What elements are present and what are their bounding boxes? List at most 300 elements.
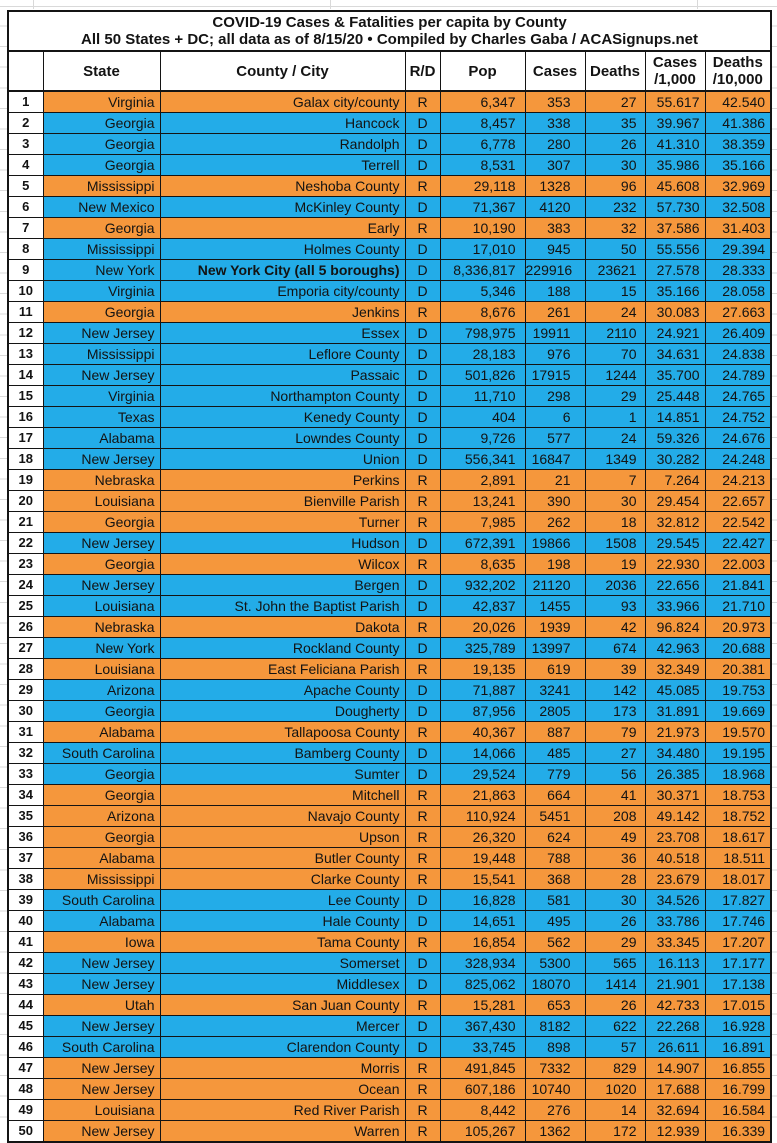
cell-state: Georgia <box>43 512 160 533</box>
table-row <box>8 596 771 617</box>
cell-county: New York City (all 5 boroughs) <box>160 260 405 281</box>
table-row <box>8 764 771 785</box>
cell-state: Iowa <box>43 932 160 953</box>
table-row <box>8 1016 771 1037</box>
cell-pop: 798,975 <box>440 323 525 344</box>
cell-county: Terrell <box>160 155 405 176</box>
cell-county: Butler County <box>160 848 405 869</box>
cell-rank: 16 <box>8 407 43 428</box>
cell-deaths-per-10000: 41.386 <box>705 113 771 134</box>
cell-cases-per-1000: 33.345 <box>645 932 705 953</box>
table-row <box>8 428 771 449</box>
cell-party: D <box>405 344 440 365</box>
cell-party: R <box>405 806 440 827</box>
cell-county: Essex <box>160 323 405 344</box>
table-row <box>8 281 771 302</box>
cell-party: R <box>405 617 440 638</box>
cell-state: New Jersey <box>43 323 160 344</box>
cell-party: D <box>405 239 440 260</box>
cell-rank: 14 <box>8 365 43 386</box>
table-row <box>8 932 771 953</box>
table-row <box>8 155 771 176</box>
cell-deaths: 28 <box>585 869 645 890</box>
table-row <box>8 848 771 869</box>
cell-state: Georgia <box>43 701 160 722</box>
cell-state: Georgia <box>43 113 160 134</box>
cell-pop: 26,320 <box>440 827 525 848</box>
cell-deaths-per-10000: 29.394 <box>705 239 771 260</box>
cell-party: D <box>405 890 440 911</box>
cell-county: Sumter <box>160 764 405 785</box>
table-row <box>8 953 771 974</box>
cell-rank: 11 <box>8 302 43 323</box>
cell-county: St. John the Baptist Parish <box>160 596 405 617</box>
cell-party: D <box>405 386 440 407</box>
cell-deaths-per-10000: 16.799 <box>705 1079 771 1100</box>
cell-cases-per-1000: 21.973 <box>645 722 705 743</box>
cell-cases-per-1000: 33.966 <box>645 596 705 617</box>
cell-cases-per-1000: 29.454 <box>645 491 705 512</box>
cell-deaths-per-10000: 32.508 <box>705 197 771 218</box>
cell-rank: 39 <box>8 890 43 911</box>
table-row <box>8 680 771 701</box>
col-county: County / City <box>160 51 405 91</box>
cell-deaths: 36 <box>585 848 645 869</box>
cell-deaths: 35 <box>585 113 645 134</box>
cell-deaths: 1020 <box>585 1079 645 1100</box>
cell-pop: 33,745 <box>440 1037 525 1058</box>
cell-rank: 1 <box>8 91 43 113</box>
cell-cases: 390 <box>525 491 585 512</box>
spreadsheet-gridline-left-margin <box>0 6 7 1124</box>
cell-party: R <box>405 1079 440 1100</box>
cell-deaths: 7 <box>585 470 645 491</box>
cell-pop: 110,924 <box>440 806 525 827</box>
cell-state: New Jersey <box>43 365 160 386</box>
cell-party: D <box>405 407 440 428</box>
cell-state: Texas <box>43 407 160 428</box>
spreadsheet-gridline-stub <box>33 0 34 9</box>
cell-cases: 13997 <box>525 638 585 659</box>
cell-cases-per-1000: 30.282 <box>645 449 705 470</box>
cell-rank: 8 <box>8 239 43 260</box>
table-row <box>8 176 771 197</box>
cell-rank: 42 <box>8 953 43 974</box>
cell-state: Alabama <box>43 428 160 449</box>
cell-pop: 14,651 <box>440 911 525 932</box>
cell-cases: 19866 <box>525 533 585 554</box>
cell-deaths: 39 <box>585 659 645 680</box>
cell-cases: 4120 <box>525 197 585 218</box>
cell-cases-per-1000: 22.268 <box>645 1016 705 1037</box>
cell-rank: 31 <box>8 722 43 743</box>
cell-party: D <box>405 1037 440 1058</box>
cell-pop: 404 <box>440 407 525 428</box>
cell-cases-per-1000: 41.310 <box>645 134 705 155</box>
cell-state: Arizona <box>43 806 160 827</box>
cell-cases: 198 <box>525 554 585 575</box>
table-row <box>8 1100 771 1121</box>
cell-cases: 383 <box>525 218 585 239</box>
cell-party: D <box>405 533 440 554</box>
cell-state: Georgia <box>43 302 160 323</box>
cell-rank: 47 <box>8 1058 43 1079</box>
cell-cases: 262 <box>525 512 585 533</box>
cell-deaths: 49 <box>585 827 645 848</box>
cell-deaths-per-10000: 22.542 <box>705 512 771 533</box>
cell-cases-per-1000: 37.586 <box>645 218 705 239</box>
cell-cases-per-1000: 42.963 <box>645 638 705 659</box>
cell-cases-per-1000: 33.786 <box>645 911 705 932</box>
cell-state: New Jersey <box>43 1079 160 1100</box>
cell-deaths: 2110 <box>585 323 645 344</box>
table-row <box>8 806 771 827</box>
cell-party: R <box>405 470 440 491</box>
cell-cases-per-1000: 30.083 <box>645 302 705 323</box>
cell-pop: 71,887 <box>440 680 525 701</box>
spreadsheet-gridline-stub <box>697 0 698 9</box>
cell-rank: 33 <box>8 764 43 785</box>
cell-pop: 42,837 <box>440 596 525 617</box>
cell-deaths-per-10000: 35.166 <box>705 155 771 176</box>
table-row <box>8 743 771 764</box>
cell-rank: 2 <box>8 113 43 134</box>
cell-cases: 280 <box>525 134 585 155</box>
cell-cases: 485 <box>525 743 585 764</box>
cell-party: D <box>405 281 440 302</box>
cell-rank: 7 <box>8 218 43 239</box>
cell-county: Clarke County <box>160 869 405 890</box>
cell-deaths-per-10000: 24.838 <box>705 344 771 365</box>
cell-party: D <box>405 323 440 344</box>
cell-rank: 44 <box>8 995 43 1016</box>
cell-state: New Jersey <box>43 449 160 470</box>
cell-deaths: 29 <box>585 932 645 953</box>
cell-deaths-per-10000: 16.339 <box>705 1121 771 1143</box>
cell-party: R <box>405 722 440 743</box>
spreadsheet-gridline-top <box>0 6 777 7</box>
cell-party: R <box>405 1121 440 1143</box>
cell-deaths: 674 <box>585 638 645 659</box>
cell-party: R <box>405 554 440 575</box>
cell-state: New Jersey <box>43 1016 160 1037</box>
cell-rank: 38 <box>8 869 43 890</box>
cell-deaths: 24 <box>585 302 645 323</box>
cell-rank: 26 <box>8 617 43 638</box>
cell-cases: 7332 <box>525 1058 585 1079</box>
cell-cases-per-1000: 7.264 <box>645 470 705 491</box>
county-table <box>7 10 772 1143</box>
cell-deaths: 50 <box>585 239 645 260</box>
cell-cases-per-1000: 30.371 <box>645 785 705 806</box>
cell-state: Georgia <box>43 554 160 575</box>
cell-cases: 653 <box>525 995 585 1016</box>
cell-party: R <box>405 869 440 890</box>
cell-deaths: 30 <box>585 155 645 176</box>
cell-county: Warren <box>160 1121 405 1143</box>
cell-county: Early <box>160 218 405 239</box>
cell-county: Tama County <box>160 932 405 953</box>
table-row <box>8 827 771 848</box>
cell-pop: 8,676 <box>440 302 525 323</box>
cell-pop: 15,541 <box>440 869 525 890</box>
cell-state: Louisiana <box>43 596 160 617</box>
cell-party: R <box>405 512 440 533</box>
table-row <box>8 470 771 491</box>
cell-cases-per-1000: 24.921 <box>645 323 705 344</box>
table-row <box>8 1058 771 1079</box>
col-deaths-per-10000 <box>705 51 771 91</box>
cell-cases-per-1000: 14.851 <box>645 407 705 428</box>
cell-deaths-per-10000: 22.003 <box>705 554 771 575</box>
cell-pop: 16,854 <box>440 932 525 953</box>
cell-deaths-per-10000: 24.789 <box>705 365 771 386</box>
cell-cases: 261 <box>525 302 585 323</box>
cell-cases: 21120 <box>525 575 585 596</box>
cell-cases-per-1000: 59.326 <box>645 428 705 449</box>
cell-party: R <box>405 302 440 323</box>
cell-county: Red River Parish <box>160 1100 405 1121</box>
cell-deaths: 15 <box>585 281 645 302</box>
table-row <box>8 638 771 659</box>
cell-cases: 229916 <box>525 260 585 281</box>
table-row <box>8 323 771 344</box>
cell-deaths-per-10000: 24.752 <box>705 407 771 428</box>
cell-rank: 24 <box>8 575 43 596</box>
cell-deaths-per-10000: 16.891 <box>705 1037 771 1058</box>
cell-party: D <box>405 974 440 995</box>
cell-deaths-per-10000: 18.753 <box>705 785 771 806</box>
cell-pop: 71,367 <box>440 197 525 218</box>
cell-state: New York <box>43 260 160 281</box>
cell-deaths: 27 <box>585 743 645 764</box>
cell-deaths: 56 <box>585 764 645 785</box>
cell-cases-per-1000: 21.901 <box>645 974 705 995</box>
cell-pop: 8,457 <box>440 113 525 134</box>
cell-state: Mississippi <box>43 176 160 197</box>
col-cases-per-1000 <box>645 51 705 91</box>
cell-state: Alabama <box>43 722 160 743</box>
cell-deaths: 829 <box>585 1058 645 1079</box>
cell-cases: 788 <box>525 848 585 869</box>
cell-deaths-per-10000: 18.017 <box>705 869 771 890</box>
cell-county: East Feliciana Parish <box>160 659 405 680</box>
cell-county: Turner <box>160 512 405 533</box>
cell-deaths-per-10000: 42.540 <box>705 91 771 113</box>
cell-rank: 21 <box>8 512 43 533</box>
cell-rank: 32 <box>8 743 43 764</box>
table-row <box>8 533 771 554</box>
cell-pop: 8,336,817 <box>440 260 525 281</box>
cell-cases: 945 <box>525 239 585 260</box>
cell-deaths: 172 <box>585 1121 645 1143</box>
cell-state: Nebraska <box>43 617 160 638</box>
cell-county: Galax city/county <box>160 91 405 113</box>
cell-cases: 338 <box>525 113 585 134</box>
cell-pop: 825,062 <box>440 974 525 995</box>
cell-party: D <box>405 260 440 281</box>
cell-cases-per-1000: 16.113 <box>645 953 705 974</box>
cell-rank: 13 <box>8 344 43 365</box>
cell-rank: 45 <box>8 1016 43 1037</box>
cell-state: New York <box>43 638 160 659</box>
cell-cases: 581 <box>525 890 585 911</box>
cell-deaths-per-10000: 17.138 <box>705 974 771 995</box>
cell-rank: 12 <box>8 323 43 344</box>
cell-county: Somerset <box>160 953 405 974</box>
table-row <box>8 260 771 281</box>
cell-cases-per-1000: 49.142 <box>645 806 705 827</box>
cell-deaths: 57 <box>585 1037 645 1058</box>
cell-state: Arizona <box>43 680 160 701</box>
cell-pop: 28,183 <box>440 344 525 365</box>
cell-cases: 898 <box>525 1037 585 1058</box>
table-row <box>8 239 771 260</box>
cell-rank: 36 <box>8 827 43 848</box>
cell-cases-per-1000: 32.349 <box>645 659 705 680</box>
cell-cases-per-1000: 34.631 <box>645 344 705 365</box>
cell-party: R <box>405 932 440 953</box>
cell-pop: 29,524 <box>440 764 525 785</box>
cell-deaths-per-10000: 27.663 <box>705 302 771 323</box>
cell-cases-per-1000: 45.085 <box>645 680 705 701</box>
cell-deaths-per-10000: 28.333 <box>705 260 771 281</box>
table-row <box>8 1037 771 1058</box>
cell-party: D <box>405 743 440 764</box>
cell-party: D <box>405 449 440 470</box>
cell-state: South Carolina <box>43 743 160 764</box>
cell-cases-per-1000: 35.700 <box>645 365 705 386</box>
cell-cases: 5451 <box>525 806 585 827</box>
cell-deaths-per-10000: 18.968 <box>705 764 771 785</box>
table-row <box>8 1079 771 1100</box>
cell-pop: 19,135 <box>440 659 525 680</box>
cell-rank: 48 <box>8 1079 43 1100</box>
cell-deaths-per-10000: 18.511 <box>705 848 771 869</box>
cell-pop: 6,778 <box>440 134 525 155</box>
cell-party: D <box>405 134 440 155</box>
cell-pop: 672,391 <box>440 533 525 554</box>
cell-rank: 40 <box>8 911 43 932</box>
cell-party: R <box>405 218 440 239</box>
cell-pop: 20,026 <box>440 617 525 638</box>
cell-rank: 9 <box>8 260 43 281</box>
cell-pop: 14,066 <box>440 743 525 764</box>
cell-cases-per-1000: 57.730 <box>645 197 705 218</box>
cell-pop: 7,985 <box>440 512 525 533</box>
table-row <box>8 785 771 806</box>
cell-cases: 2805 <box>525 701 585 722</box>
cell-cases-per-1000: 40.518 <box>645 848 705 869</box>
cell-rank: 22 <box>8 533 43 554</box>
table-row <box>8 995 771 1016</box>
cell-pop: 932,202 <box>440 575 525 596</box>
col-party: R/D <box>405 51 440 91</box>
cell-state: Louisiana <box>43 1100 160 1121</box>
cell-pop: 21,863 <box>440 785 525 806</box>
cell-cases-per-1000: 42.733 <box>645 995 705 1016</box>
cell-cases-per-1000: 29.545 <box>645 533 705 554</box>
cell-county: Morris <box>160 1058 405 1079</box>
cell-cases-per-1000: 32.694 <box>645 1100 705 1121</box>
cell-state: South Carolina <box>43 890 160 911</box>
cell-deaths-per-10000: 24.213 <box>705 470 771 491</box>
cell-state: Louisiana <box>43 659 160 680</box>
cell-cases-per-1000: 22.930 <box>645 554 705 575</box>
cell-county: Leflore County <box>160 344 405 365</box>
cell-county: Mercer <box>160 1016 405 1037</box>
cell-cases: 298 <box>525 386 585 407</box>
cell-pop: 2,891 <box>440 470 525 491</box>
cell-deaths: 19 <box>585 554 645 575</box>
cell-party: D <box>405 113 440 134</box>
cell-deaths: 32 <box>585 218 645 239</box>
cell-county: Clarendon County <box>160 1037 405 1058</box>
cell-county: McKinley County <box>160 197 405 218</box>
cell-cases: 353 <box>525 91 585 113</box>
cell-cases-per-1000: 34.526 <box>645 890 705 911</box>
cell-pop: 8,635 <box>440 554 525 575</box>
col-cases-per-1000-line2: /1,000 <box>654 71 696 88</box>
cell-pop: 15,281 <box>440 995 525 1016</box>
cell-party: R <box>405 491 440 512</box>
cell-deaths: 27 <box>585 91 645 113</box>
cell-state: New Jersey <box>43 533 160 554</box>
cell-state: Mississippi <box>43 239 160 260</box>
cell-party: R <box>405 827 440 848</box>
cell-deaths-per-10000: 24.765 <box>705 386 771 407</box>
cell-deaths: 26 <box>585 911 645 932</box>
cell-county: Mitchell <box>160 785 405 806</box>
cell-deaths-per-10000: 20.381 <box>705 659 771 680</box>
table-row <box>8 302 771 323</box>
table-row <box>8 512 771 533</box>
cell-pop: 5,346 <box>440 281 525 302</box>
cell-rank: 15 <box>8 386 43 407</box>
cell-cases: 619 <box>525 659 585 680</box>
cell-deaths-per-10000: 20.688 <box>705 638 771 659</box>
cell-cases: 5300 <box>525 953 585 974</box>
cell-party: R <box>405 659 440 680</box>
cell-cases: 18070 <box>525 974 585 995</box>
cell-pop: 556,341 <box>440 449 525 470</box>
cell-state: Georgia <box>43 785 160 806</box>
title-row <box>8 11 771 51</box>
cell-pop: 6,347 <box>440 91 525 113</box>
cell-county: Holmes County <box>160 239 405 260</box>
cell-deaths: 23621 <box>585 260 645 281</box>
cell-deaths-per-10000: 21.841 <box>705 575 771 596</box>
cell-cases-per-1000: 55.556 <box>645 239 705 260</box>
cell-deaths: 1508 <box>585 533 645 554</box>
cell-county: Wilcox <box>160 554 405 575</box>
cell-cases-per-1000: 23.708 <box>645 827 705 848</box>
cell-cases-per-1000: 34.480 <box>645 743 705 764</box>
cell-county: San Juan County <box>160 995 405 1016</box>
cell-cases: 276 <box>525 1100 585 1121</box>
cell-state: Georgia <box>43 155 160 176</box>
table-row <box>8 386 771 407</box>
cell-county: Bamberg County <box>160 743 405 764</box>
cell-party: D <box>405 638 440 659</box>
cell-party: D <box>405 701 440 722</box>
table-row <box>8 449 771 470</box>
table-row <box>8 974 771 995</box>
cell-pop: 328,934 <box>440 953 525 974</box>
cell-state: Virginia <box>43 281 160 302</box>
cell-county: Hancock <box>160 113 405 134</box>
cell-state: Virginia <box>43 386 160 407</box>
